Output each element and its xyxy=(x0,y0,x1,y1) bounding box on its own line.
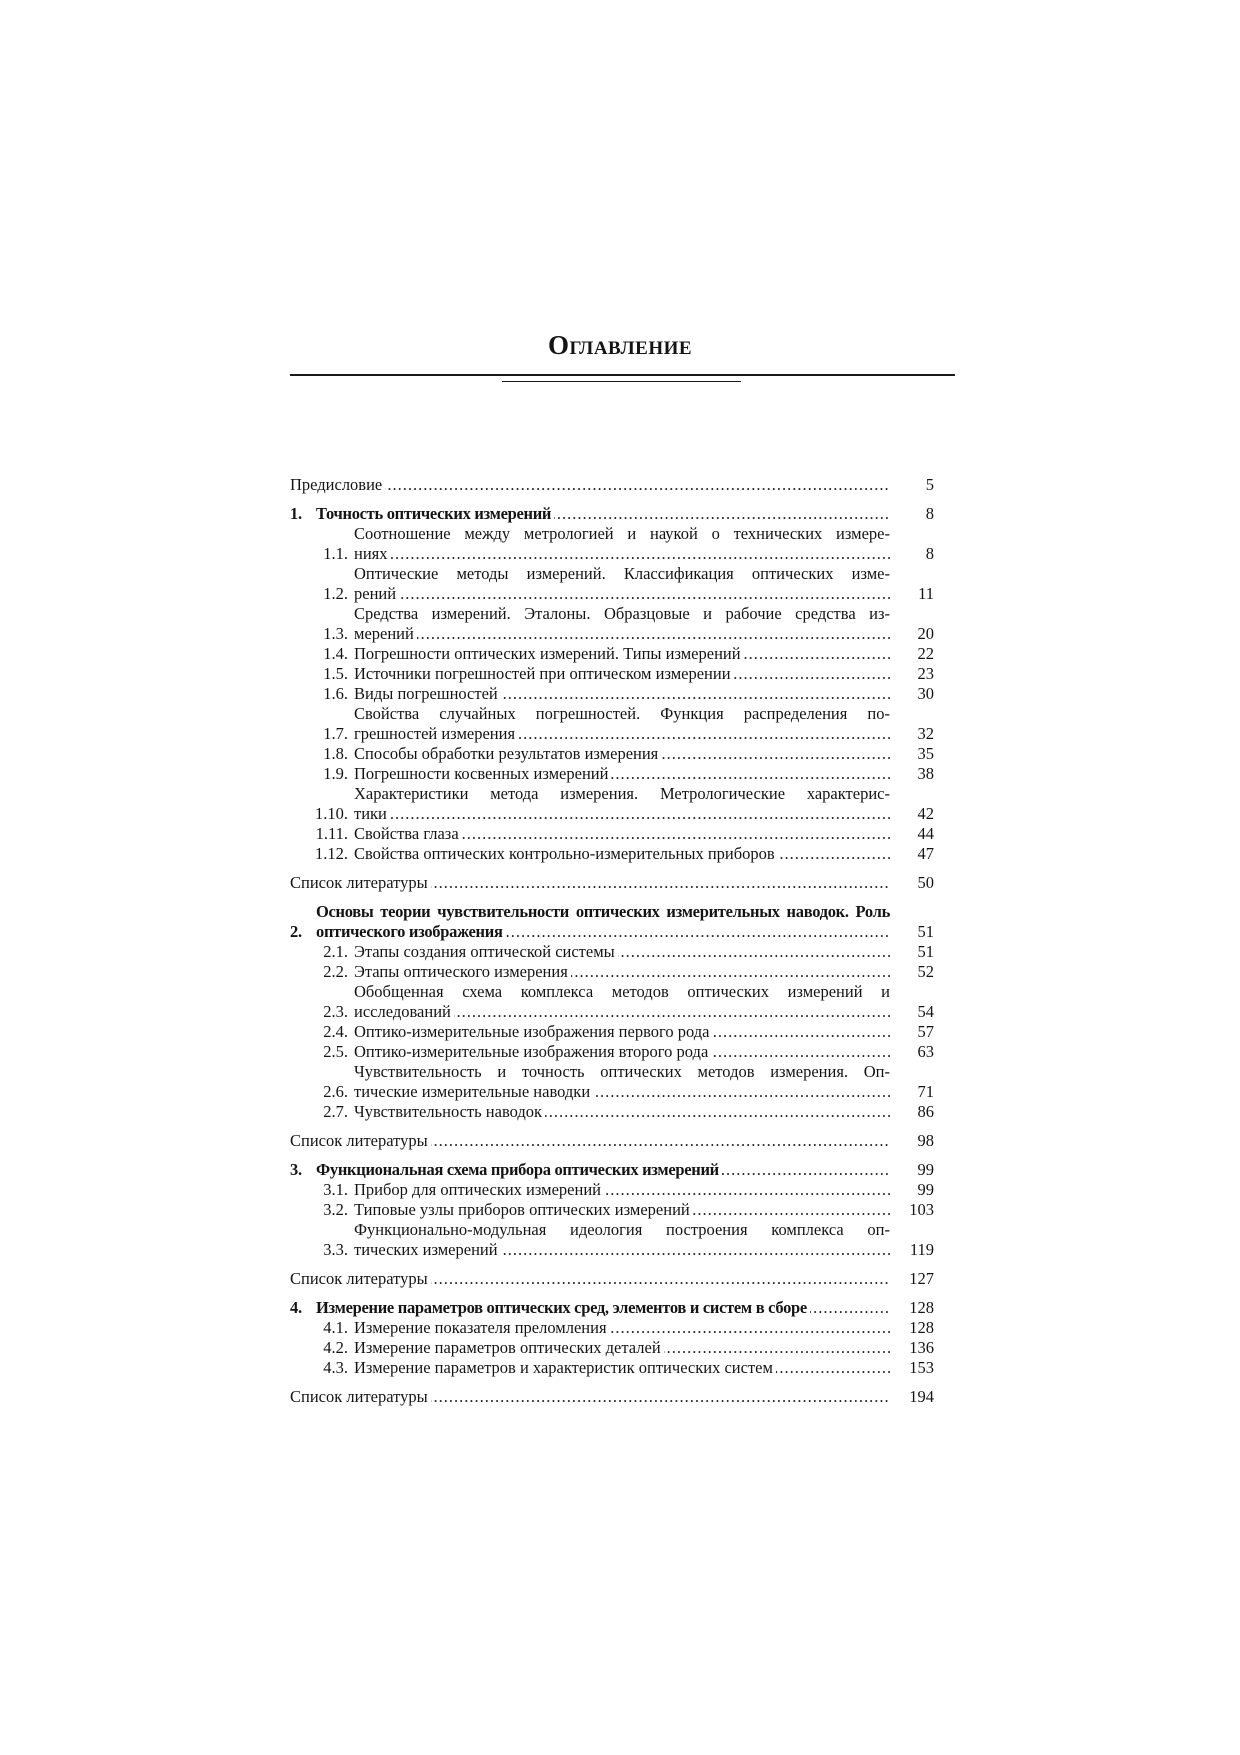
toc-page-number: 35 xyxy=(917,744,934,763)
toc-title: Прибор для оптических измерений xyxy=(354,1180,604,1199)
toc-page-number: 47 xyxy=(917,844,934,863)
toc-number: 1.1. xyxy=(323,544,348,563)
toc-page-number: 8 xyxy=(925,504,934,523)
toc-title: Измерение показателя преломления xyxy=(354,1318,610,1337)
toc-section[interactable] xyxy=(290,942,934,962)
toc-section[interactable] xyxy=(290,604,934,644)
toc-page-number: 63 xyxy=(917,1042,934,1061)
toc-title: Погрешности косвенных измерений xyxy=(354,764,611,783)
toc-title: грешностей измерения xyxy=(354,724,518,743)
toc-title-line: Функционально-модульная идеология построения комплекса оп- xyxy=(354,1220,890,1239)
toc-title: Оптико-измерительные изображения первого рода xyxy=(354,1022,712,1041)
toc-section[interactable] xyxy=(290,784,934,824)
toc-page-number: 57 xyxy=(917,1022,934,1041)
toc-section[interactable] xyxy=(290,684,934,704)
toc-section[interactable] xyxy=(290,524,934,564)
toc-section[interactable] xyxy=(290,1062,934,1102)
toc-entry[interactable] xyxy=(290,1387,934,1407)
toc-title-line: Свойства случайных погрешностей. Функция распределения по- xyxy=(354,704,890,723)
toc-page-number: 194 xyxy=(909,1387,934,1406)
toc-title-line: Обобщенная схема комплекса методов оптических измерений и xyxy=(354,982,890,1001)
toc-title: Этапы создания оптической системы xyxy=(354,942,618,961)
toc-title: Список литературы xyxy=(290,1387,431,1406)
toc-section[interactable] xyxy=(290,664,934,684)
toc-number: 1.3. xyxy=(323,624,348,643)
toc-number: 1.11. xyxy=(315,824,348,843)
toc-title: Список литературы xyxy=(290,1131,431,1150)
toc-number: 1.2. xyxy=(323,584,348,603)
toc-number: 1.4. xyxy=(323,644,348,663)
toc-title: Точность оптических измерений xyxy=(316,504,554,523)
toc-page-number: 98 xyxy=(917,1131,934,1150)
toc-number: 2.4. xyxy=(323,1022,348,1041)
toc-section[interactable] xyxy=(290,982,934,1022)
toc-title-line: Соотношение между метрологией и наукой о технических измере- xyxy=(354,524,890,543)
toc-section[interactable] xyxy=(290,764,934,784)
page-title: Оглавление xyxy=(547,330,693,360)
toc-number: 1. xyxy=(290,504,302,523)
toc-page-number: 20 xyxy=(917,624,934,643)
toc-title: ниях xyxy=(354,544,391,563)
toc-page-number: 30 xyxy=(917,684,934,703)
toc-title: мерений xyxy=(354,624,417,643)
toc-title: Измерение параметров оптических деталей xyxy=(354,1338,664,1357)
toc-number: 2.1. xyxy=(323,942,348,961)
toc-title: Чувствительность наводок xyxy=(354,1102,545,1121)
toc-chapter[interactable] xyxy=(290,1160,934,1180)
toc-title: Типовые узлы приборов оптических измерений xyxy=(354,1200,693,1219)
toc-page-number: 54 xyxy=(917,1002,934,1021)
toc-title: Оптико-измерительные изображения второго рода xyxy=(354,1042,711,1061)
toc-title-line: Характеристики метода измерения. Метрологические характерис- xyxy=(354,784,890,803)
toc-page-number: 128 xyxy=(909,1318,934,1337)
toc-number: 1.10. xyxy=(315,804,348,823)
toc-number: 4.1. xyxy=(323,1318,348,1337)
toc-number: 3.3. xyxy=(323,1240,348,1259)
toc-page-number: 52 xyxy=(917,962,934,981)
toc-page-number: 153 xyxy=(909,1358,934,1377)
toc-page-number: 38 xyxy=(917,764,934,783)
toc-title: тических измерений xyxy=(354,1240,501,1259)
toc-title: Виды погрешностей xyxy=(354,684,501,703)
toc-section[interactable] xyxy=(290,644,934,664)
toc-section[interactable] xyxy=(290,744,934,764)
table-of-contents xyxy=(290,466,934,1407)
toc-number: 4.2. xyxy=(323,1338,348,1357)
toc-page-number: 23 xyxy=(917,664,934,683)
toc-page-number: 42 xyxy=(917,804,934,823)
toc-number: 1.9. xyxy=(323,764,348,783)
toc-title: тики xyxy=(354,804,390,823)
toc-title-line: Средства измерений. Эталоны. Образцовые и рабочие средства из- xyxy=(354,604,890,623)
toc-number: 1.8. xyxy=(323,744,348,763)
toc-title: Свойства глаза xyxy=(354,824,462,843)
toc-page-number: 136 xyxy=(909,1338,934,1357)
toc-page-number: 103 xyxy=(909,1200,934,1219)
toc-page-number: 44 xyxy=(917,824,934,843)
toc-title: Источники погрешностей при оптическом измерении xyxy=(354,664,734,683)
toc-number: 4. xyxy=(290,1298,302,1317)
toc-title-line: Оптические методы измерений. Классификация оптических изме- xyxy=(354,564,890,583)
toc-title: Измерение параметров и характеристик оптических систем xyxy=(354,1358,776,1377)
toc-page-number: 119 xyxy=(909,1240,934,1259)
toc-title: оптического изображения xyxy=(316,922,506,941)
toc-number: 2.3. xyxy=(323,1002,348,1021)
toc-section[interactable] xyxy=(290,1200,934,1220)
toc-section[interactable] xyxy=(290,1220,934,1260)
toc-number: 1.5. xyxy=(323,664,348,683)
toc-chapter[interactable] xyxy=(290,902,934,942)
toc-page-number: 32 xyxy=(917,724,934,743)
toc-section[interactable] xyxy=(290,962,934,982)
toc-number: 2.6. xyxy=(323,1082,348,1101)
toc-title: тические измерительные наводки xyxy=(354,1082,593,1101)
toc-page-number: 128 xyxy=(909,1298,934,1317)
toc-title: Погрешности оптических измерений. Типы измерений xyxy=(354,644,744,663)
toc-title: Свойства оптических контрольно-измерительных приборов xyxy=(354,844,778,863)
toc-entry[interactable] xyxy=(290,1269,934,1289)
toc-title: Этапы оптического измерения xyxy=(354,962,571,981)
toc-number: 2.2. xyxy=(323,962,348,981)
toc-section[interactable] xyxy=(290,1022,934,1042)
toc-page-number: 99 xyxy=(917,1180,934,1199)
toc-page-number: 50 xyxy=(917,873,934,892)
toc-page-number: 71 xyxy=(917,1082,934,1101)
toc-title: Предисловие xyxy=(290,475,385,494)
toc-title: Функциональная схема прибора оптических измерений xyxy=(316,1160,722,1179)
toc-page-number: 5 xyxy=(925,475,934,494)
toc-title: Список литературы xyxy=(290,1269,431,1288)
toc-number: 3.1. xyxy=(323,1180,348,1199)
toc-page-number: 51 xyxy=(917,942,934,961)
toc-title: Способы обработки результатов измерения xyxy=(354,744,661,763)
toc-page-number: 86 xyxy=(917,1102,934,1121)
toc-section[interactable] xyxy=(290,1180,934,1200)
toc-title: рений xyxy=(354,584,399,603)
toc-number: 1.6. xyxy=(323,684,348,703)
toc-section[interactable] xyxy=(290,1102,934,1122)
toc-entry[interactable] xyxy=(290,475,934,495)
toc-section[interactable] xyxy=(290,564,934,604)
toc-section[interactable] xyxy=(290,824,934,844)
toc-title: Список литературы xyxy=(290,873,431,892)
toc-entry[interactable] xyxy=(290,873,934,893)
toc-number: 3. xyxy=(290,1160,302,1179)
toc-number: 2. xyxy=(290,922,302,941)
toc-page-number: 127 xyxy=(909,1269,934,1288)
toc-page-number: 51 xyxy=(917,922,934,941)
toc-section[interactable] xyxy=(290,1338,934,1358)
toc-number: 2.7. xyxy=(323,1102,348,1121)
toc-number: 1.12. xyxy=(315,844,348,863)
toc-section[interactable] xyxy=(290,704,934,744)
title-rule xyxy=(290,374,955,376)
title-subrule xyxy=(502,381,741,382)
toc-page-number: 11 xyxy=(918,584,934,603)
toc-number: 4.3. xyxy=(323,1358,348,1377)
toc-number: 1.7. xyxy=(323,724,348,743)
toc-number: 2.5. xyxy=(323,1042,348,1061)
toc-page-number: 8 xyxy=(925,544,934,563)
toc-number: 3.2. xyxy=(323,1200,348,1219)
toc-chapter[interactable] xyxy=(290,504,934,524)
toc-title-line: Основы теории чувствительности оптических измерительных наводок. Роль xyxy=(316,902,890,921)
toc-title-line: Чувствительность и точность оптических методов измерения. Оп- xyxy=(354,1062,890,1081)
toc-chapter[interactable] xyxy=(290,1298,934,1318)
toc-section[interactable] xyxy=(290,1358,934,1378)
toc-page-number: 99 xyxy=(917,1160,934,1179)
toc-section[interactable] xyxy=(290,1042,934,1062)
toc-title: Измерение параметров оптических сред, элементов и систем в сборе xyxy=(316,1298,810,1317)
toc-section[interactable] xyxy=(290,1318,934,1338)
toc-entry[interactable] xyxy=(290,1131,934,1151)
toc-section[interactable] xyxy=(290,844,934,864)
toc-page-number: 22 xyxy=(917,644,934,663)
toc-title: исследований xyxy=(354,1002,454,1021)
